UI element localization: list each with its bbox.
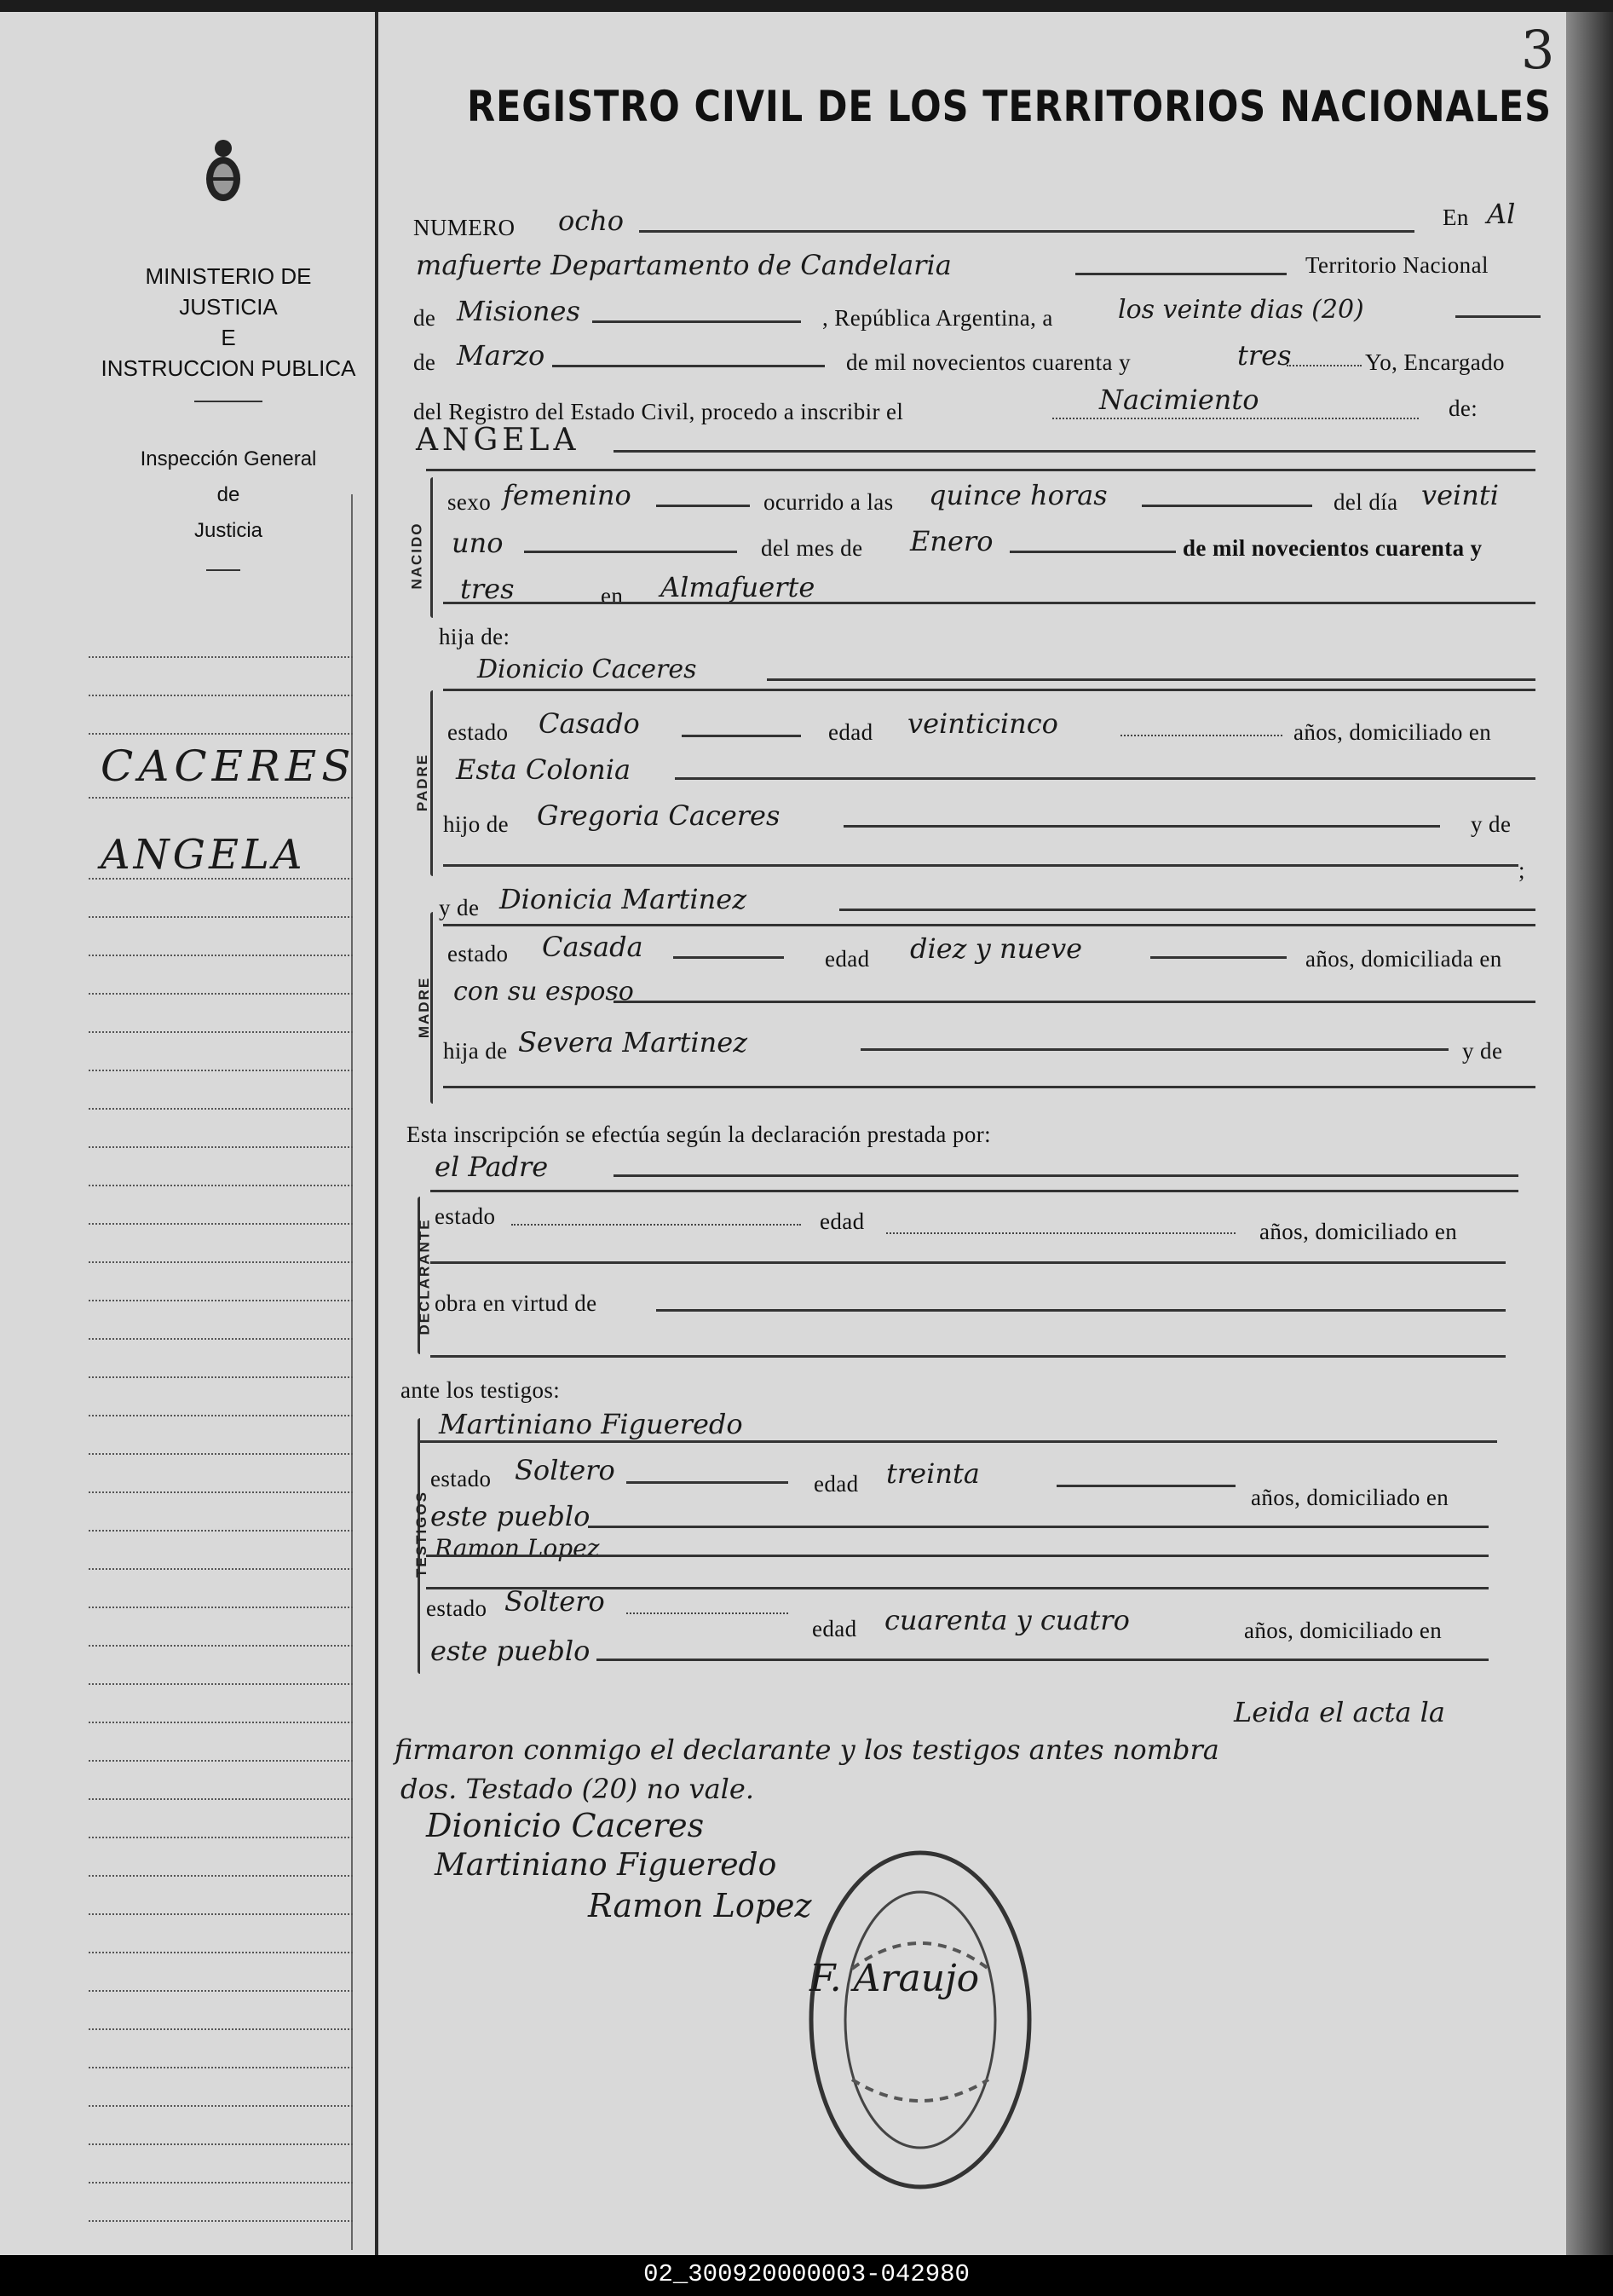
label-en: En <box>1443 205 1469 230</box>
value-madre: Dionicia Martinez <box>499 883 747 915</box>
side-label-testigos: TESTIGOS <box>412 1491 429 1578</box>
stub-given-name: ANGELA <box>101 831 306 879</box>
underline <box>443 864 1518 867</box>
value-testigo2: Ramon Lopez <box>435 1534 600 1562</box>
value-padre-estado: Casado <box>539 707 640 740</box>
signature-testigo2: Ramon Lopez <box>588 1887 812 1924</box>
value-padre-edad: veinticinco <box>907 707 1058 740</box>
label-sexo: sexo <box>447 489 492 515</box>
dotted-line <box>1052 418 1419 419</box>
dotted-line <box>886 1232 1236 1234</box>
underline <box>839 909 1535 911</box>
side-label-padre: PADRE <box>414 753 431 812</box>
value-padre-domicilio: Esta Colonia <box>456 753 631 786</box>
underline <box>767 678 1535 681</box>
stub-rule <box>206 569 240 571</box>
signature-padre: Dionicio Caceres <box>426 1807 705 1844</box>
inspection-block <box>101 441 356 549</box>
value-acto: Nacimiento <box>1099 384 1259 416</box>
label-estado: estado <box>447 941 509 966</box>
underline <box>552 365 825 367</box>
section-brace <box>430 477 433 618</box>
dotted-line <box>626 1612 788 1614</box>
label-anos-domiciliado: años, domiciliado en <box>1244 1618 1443 1643</box>
stub-rule <box>194 401 262 402</box>
label-y-de: y de <box>1462 1038 1503 1064</box>
label-del-dia: del día <box>1334 489 1398 515</box>
label-yo-encargado: Yo, Encargado <box>1365 349 1505 375</box>
value-en-place-1: Al <box>1487 198 1516 230</box>
underline <box>430 1355 1506 1358</box>
inspection-line: de <box>216 483 240 506</box>
underline <box>430 1261 1506 1264</box>
label-estado: estado <box>426 1595 487 1621</box>
underline <box>443 924 1535 926</box>
value-mes: Marzo <box>457 339 545 372</box>
value-nombre: ANGELA <box>416 423 580 458</box>
label-territorio: Territorio Nacional <box>1305 252 1489 278</box>
underline <box>443 689 1535 691</box>
underline <box>418 1440 1497 1443</box>
label-estado: estado <box>430 1466 492 1491</box>
value-testigo1-edad: treinta <box>886 1457 980 1490</box>
label-anos-domiciliado: años, domiciliado en <box>1293 719 1492 745</box>
label-ocurrido: ocurrido a las <box>763 489 894 515</box>
inspection-line: Justicia <box>193 519 263 542</box>
dotted-line <box>1120 735 1282 736</box>
underline <box>524 551 737 553</box>
document-title: REGISTRO CIVIL DE LOS TERRITORIOS NACIONALES <box>467 82 1552 131</box>
underline <box>1075 273 1287 275</box>
label-hija-de-plain: hija de <box>443 1038 508 1064</box>
closing-line-2: firmaron conmigo el declarante y los testigos antes nombra <box>395 1734 1219 1766</box>
label-y-de-madre: y de <box>439 895 480 920</box>
value-dias: los veinte dias (20) <box>1118 295 1364 325</box>
label-edad: edad <box>814 1471 859 1497</box>
value-madre-estado: Casada <box>542 931 643 963</box>
value-testigo2-domicilio: este pueblo <box>430 1635 590 1667</box>
label-edad: edad <box>812 1616 857 1641</box>
closing-line-3: dos. Testado (20) no vale. <box>400 1773 754 1805</box>
label-hijo-de: hijo de <box>443 811 510 837</box>
value-declarante: el Padre <box>435 1151 549 1183</box>
label-estado: estado <box>447 719 509 745</box>
label-republica: , República Argentina, a <box>822 305 1053 331</box>
value-testigo2-estado: Soltero <box>504 1585 605 1618</box>
value-testigo1-domicilio: este pueblo <box>430 1500 590 1532</box>
value-mes-nac: Enero <box>910 525 994 557</box>
label-de-mil-cuarenta: de mil novecientos cuarenta y <box>846 349 1131 375</box>
underline <box>639 230 1414 233</box>
ministry-line: E <box>221 325 236 350</box>
side-label-madre: MADRE <box>416 976 433 1039</box>
label-edad: edad <box>820 1209 865 1234</box>
label-semicolon: ; <box>1518 857 1525 883</box>
underline <box>1150 956 1287 959</box>
ministry-line: MINISTERIO DE JUSTICIA <box>145 263 312 320</box>
underline <box>656 1309 1506 1312</box>
scan-caption: 02_300920000003-042980 <box>643 2260 970 2288</box>
side-label-declarante: DECLARANTE <box>416 1218 433 1335</box>
label-del-registro: del Registro del Estado Civil, procedo a inscribir el <box>413 399 904 424</box>
value-dia-1: veinti <box>1421 479 1499 511</box>
ministry-block <box>101 261 356 384</box>
label-anos-domiciliado: años, domiciliado en <box>1251 1485 1449 1510</box>
signature-testigo1: Martiniano Figueredo <box>435 1848 777 1883</box>
underline <box>426 469 1535 471</box>
label-estado: estado <box>435 1203 496 1229</box>
underline <box>443 1086 1535 1088</box>
label-numero: NUMERO <box>413 215 516 240</box>
underline <box>1455 315 1541 318</box>
label-inscripcion: Esta inscripción se efectúa según la declaración prestada por: <box>406 1122 992 1147</box>
page-number: 3 <box>1521 19 1555 81</box>
underline <box>1057 1485 1236 1487</box>
underline <box>675 777 1535 780</box>
value-anio: tres <box>1237 339 1292 372</box>
inspection-line: Inspección General <box>140 447 317 470</box>
label-de: de <box>413 305 436 331</box>
label-hija-de: hija de: <box>439 624 510 649</box>
value-madre-edad: diez y nueve <box>910 932 1083 965</box>
ministry-line: INSTRUCCION PUBLICA <box>101 355 356 381</box>
label-anos-domiciliada: años, domiciliada en <box>1305 946 1502 972</box>
closing-line-1: Leida el acta la <box>1234 1696 1445 1728</box>
value-hora: quince horas <box>929 479 1108 511</box>
value-anio-nac: tres <box>460 573 515 605</box>
label-de-colon: de: <box>1449 395 1478 421</box>
value-numero: ocho <box>558 205 625 237</box>
page-edge-shadow <box>1566 12 1613 2255</box>
official-signature: F. Araujo <box>809 1957 980 2000</box>
label-y-de: y de <box>1471 811 1512 837</box>
underline <box>614 450 1535 453</box>
underline <box>596 1659 1489 1661</box>
label-anos-domiciliado: años, domiciliado en <box>1259 1219 1458 1244</box>
label-edad: edad <box>828 719 873 745</box>
underline <box>626 1481 788 1484</box>
value-madre-domicilio: con su esposo <box>453 977 634 1007</box>
value-lugar-nac: Almafuerte <box>660 571 815 603</box>
underline <box>592 320 801 323</box>
underline <box>861 1048 1449 1051</box>
underline <box>1142 505 1312 507</box>
value-testigo1-estado: Soltero <box>515 1454 615 1486</box>
underline <box>844 825 1440 828</box>
underline <box>656 505 750 507</box>
label-testigos: ante los testigos: <box>400 1377 561 1403</box>
dotted-line <box>511 1224 801 1226</box>
underline <box>673 956 784 959</box>
value-padre-hijo-de: Gregoria Caceres <box>537 799 781 832</box>
value-dia-2: uno <box>452 527 504 559</box>
value-padre: Dionicio Caceres <box>477 655 697 684</box>
stub-surname: CACERES <box>101 741 356 791</box>
value-en-place-2: mafuerte Departamento de Candelaria <box>416 249 952 281</box>
underline <box>614 1001 1535 1003</box>
label-obra: obra en virtud de <box>435 1290 597 1316</box>
coat-of-arms-icon <box>199 133 247 206</box>
underline <box>430 1190 1518 1192</box>
label-en-lower: en <box>601 583 624 609</box>
label-del-mes: del mes de <box>761 535 863 561</box>
value-testigo2-edad: cuarenta y cuatro <box>884 1604 1130 1636</box>
underline <box>426 1555 1489 1557</box>
value-sexo: femenino <box>503 479 631 511</box>
value-territorio: Misiones <box>457 295 580 327</box>
underline <box>443 602 1535 604</box>
underline <box>588 1526 1489 1528</box>
label-edad: edad <box>825 946 870 972</box>
label-de: de <box>413 349 436 375</box>
underline <box>682 735 801 737</box>
label-de-mil-cuarenta-y: de mil novecientos cuarenta y <box>1183 535 1483 561</box>
stub-divider <box>375 12 378 2255</box>
underline <box>614 1174 1518 1177</box>
value-testigo1: Martiniano Figueredo <box>439 1408 743 1440</box>
dotted-line <box>1287 365 1362 366</box>
underline <box>1010 551 1176 553</box>
side-label-nacido: NACIDO <box>408 522 425 590</box>
official-seal-stamp <box>801 1841 1040 2199</box>
value-madre-hija-de: Severa Martinez <box>518 1026 748 1059</box>
